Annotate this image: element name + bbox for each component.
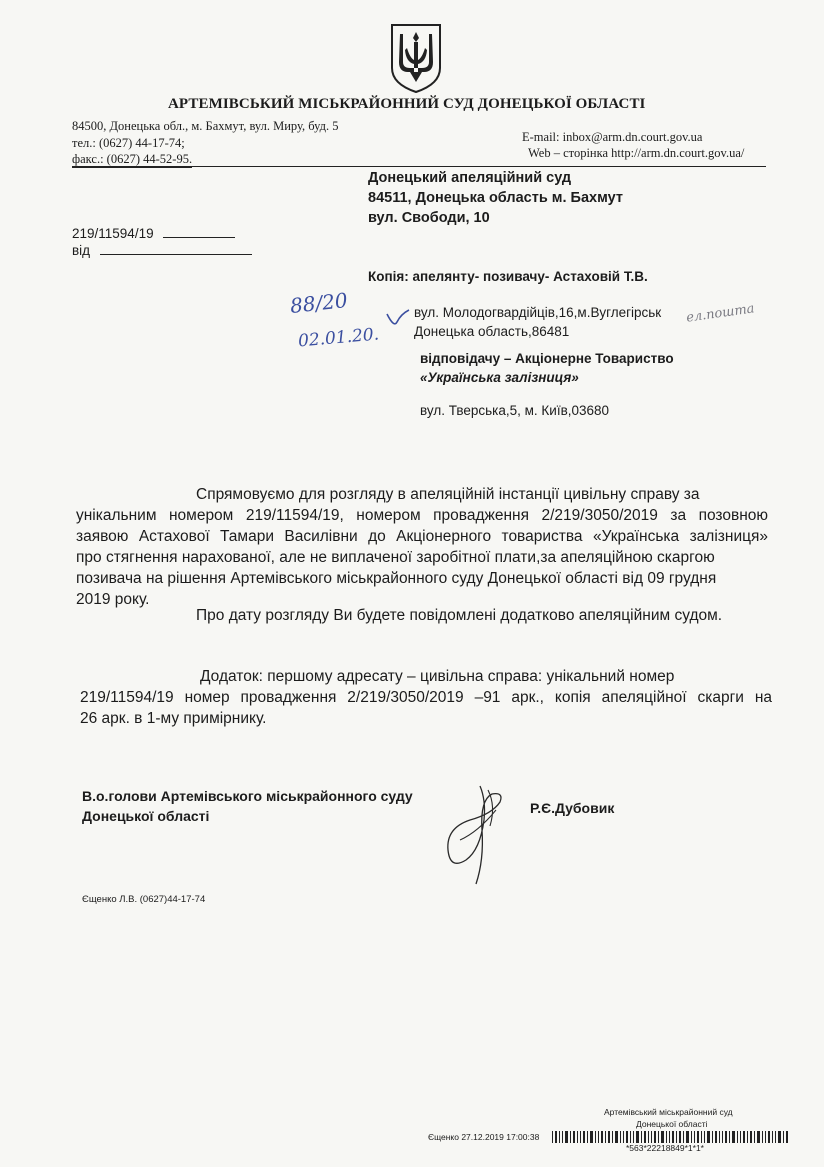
copy-address-line-2: Донецька область,86481 — [414, 324, 570, 339]
executor-info: Єщенко Л.В. (0627)44-17-74 — [82, 894, 206, 905]
handwritten-checkmark — [384, 308, 412, 330]
main-paragraph-line: унікальним номером 219/11594/19, номером провадження 2/219/3050/2019 за позовною — [76, 507, 768, 524]
recipient-name: Донецький апеляційний суд — [368, 170, 572, 186]
main-paragraph-line: Спрямовуємо для розгляду в апеляційній інстанції цивільну справу за — [196, 486, 700, 503]
recipient-block — [368, 168, 623, 228]
coat-of-arms-emblem — [388, 22, 444, 94]
main-paragraph-line: заявою Астахової Тамари Василівни до Акціонерного товариства «Українська залізниця» — [76, 528, 768, 545]
handwritten-incoming-number: 88/20 — [288, 288, 349, 318]
recipient-city: 84511, Донецька область м. Бахмут — [368, 190, 623, 206]
hearing-date-notice: Про дату розгляду Ви будете повідомлені додатково апеляційним судом. — [196, 607, 723, 624]
attachment-line: Додаток: першому адресату – цивільна справа: унікальний номер — [200, 668, 675, 685]
reference-date-blank — [100, 254, 252, 255]
stamp-court-line-1: Артемівський міськрайонний суд — [604, 1107, 733, 1117]
court-fax: факс.: (0627) 44-52-95. — [72, 152, 193, 166]
signatory-title-line-1: В.о.голови Артемівського міськрайонного суду — [82, 788, 413, 804]
stamp-registration: Єщенко 27.12.2019 17:00:38 — [428, 1132, 540, 1142]
attachment-line: 26 арк. в 1-му примірнику. — [80, 710, 267, 727]
copy-address-line-1: вул. Молодогвардійців,16,м.Вуглегірськ — [414, 305, 662, 320]
court-name-heading: АРТЕМІВСЬКИЙ МІСЬКРАЙОННИЙ СУД ДОНЕЦЬКОЇ ОБЛАСТІ — [168, 96, 646, 112]
barcode — [552, 1131, 790, 1143]
handwritten-incoming-date: 02.01.20. — [297, 324, 380, 352]
header-divider — [72, 166, 766, 167]
court-website: Web – сторінка http://arm.dn.court.gov.ua/ — [528, 146, 745, 160]
attachment-paragraph — [80, 666, 772, 729]
copy-label: Копія: апелянту- позивачу- Астаховій Т.В. — [368, 269, 648, 284]
main-paragraph-line: позивача на рішення Артемівського міськрайонного суду Донецької області від 09 грудня — [76, 570, 717, 587]
copy-address — [414, 303, 661, 341]
reference-number-blank — [163, 237, 235, 238]
reference-number-line — [72, 226, 235, 241]
handwritten-signature — [430, 780, 526, 892]
signatory-title-line-2: Донецької області — [82, 808, 210, 824]
handwritten-email-note: ел.пошта — [685, 301, 756, 326]
recipient-street: вул. Свободи, 10 — [368, 210, 490, 226]
court-address: 84500, Донецька обл., м. Бахмут, вул. Миру, буд. 5 — [72, 119, 339, 133]
main-paragraph — [76, 484, 768, 610]
barcode-text: *563*22218849*1*1* — [626, 1143, 704, 1153]
signatory-name: Р.Є.Дубовик — [530, 800, 615, 816]
respondent-line-2: «Українська залізниця» — [420, 370, 579, 385]
main-paragraph-line: 2019 року. — [76, 591, 150, 608]
signatory-title — [82, 786, 413, 826]
court-email: E-mail: inbox@arm.dn.court.gov.ua — [522, 130, 703, 144]
reference-number: 219/11594/19 — [72, 226, 154, 241]
respondent-address: вул. Тверська,5, м. Київ,03680 — [420, 403, 610, 418]
main-paragraph-line: про стягнення нарахованої, але не виплаченої заробітної плати,за апеляційною скаргою — [76, 549, 715, 566]
respondent-block — [420, 349, 674, 387]
reference-date-line — [72, 243, 252, 258]
court-phone: тел.: (0627) 44-17-74; — [72, 136, 185, 150]
attachment-line: 219/11594/19 номер провадження 2/219/3050/2019 –91 арк., копія апеляційної скарги на — [80, 689, 772, 706]
reference-from-label: від — [72, 243, 91, 258]
respondent-line-1: відповідачу – Акціонерне Товариство — [420, 351, 674, 366]
stamp-court-line-2: Донецької області — [636, 1119, 708, 1129]
